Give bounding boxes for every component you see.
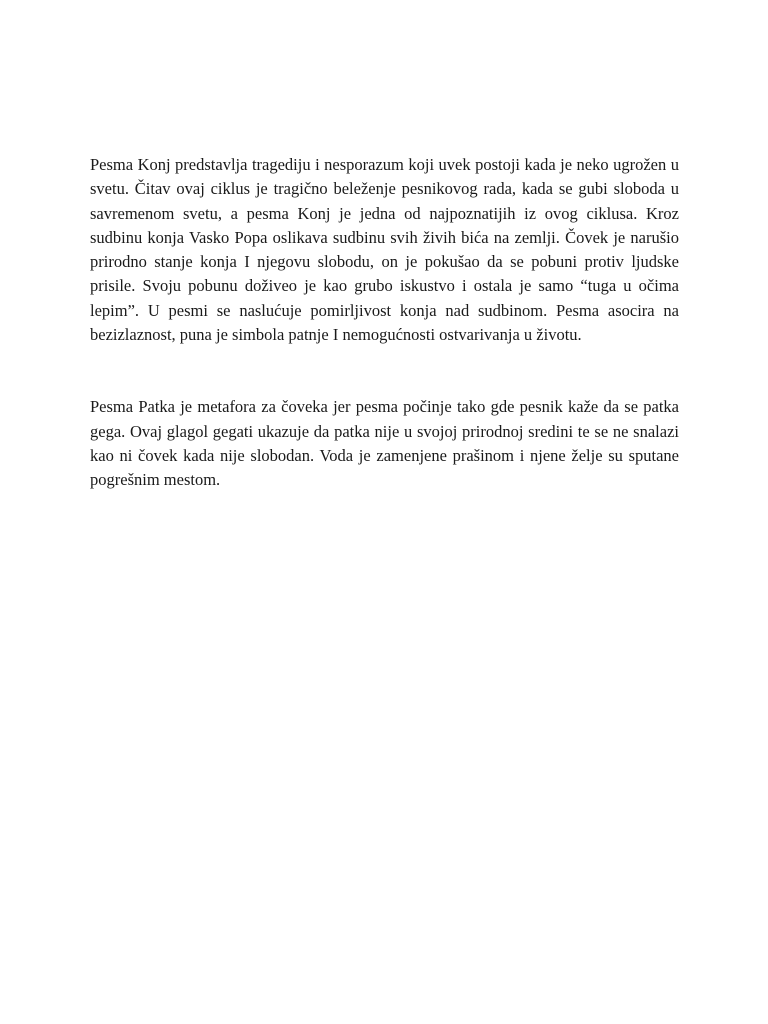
document-body bbox=[90, 153, 679, 493]
paragraph-patka: Pesma Patka je metafora za čoveka jer pesma počinje tako gde pesnik kaže da se patka gega. Ovaj glagol gegati ukazuje da patka nije u svojoj prirodnoj sredini te se ne snalazi kao ni čovek kada nije slobodan. Voda je zamenjene prašinom i njene želje su sputane pogrešnim mestom. bbox=[90, 397, 679, 490]
paragraph-konj: Pesma Konj predstavlja tragediju i nesporazum koji uvek postoji kada je neko ugrožen u svetu. Čitav ovaj ciklus je tragično beleženje pesnikovog rada, kada se gubi sloboda u savremenom svetu, a pesma Konj je jedna od najpoznatijih iz ovog ciklusa. Kroz sudbinu konja Vasko Popa oslikava sudbinu svih živih bića na zemlji. Čovek je narušio prirodno stanje konja I njegovu slobodu, on je pokušao da se pobuni protiv ljudske prisile. Svoju pobunu doživeo je kao grubo iskustvo i ostala je samo “tuga u očima lepim”. U pesmi se naslućuje pomirljivost konja nad sudbinom. Pesma asocira na bezizlaznost, puna je simbola patnje I nemogućnosti ostvarivanja u životu. bbox=[90, 155, 679, 345]
